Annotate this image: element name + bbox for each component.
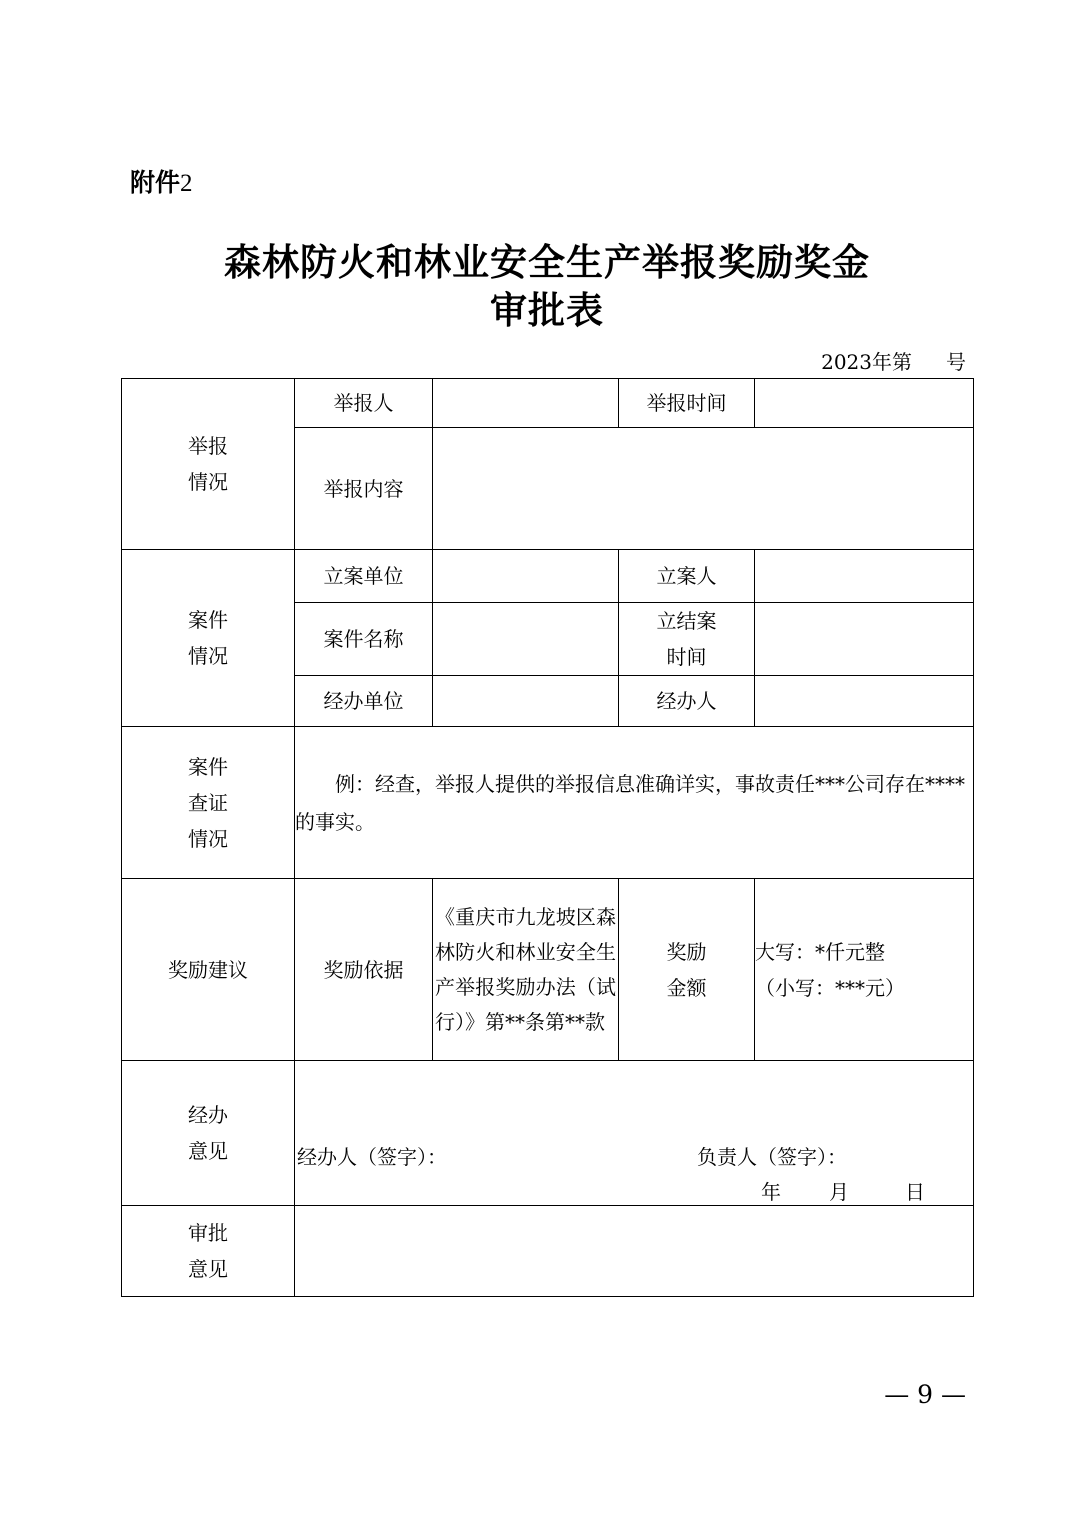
filing-time-label — [619, 603, 755, 676]
page-number: — 9 — — [884, 1380, 966, 1409]
handler-signature-label: 经办人（签字）： — [297, 1145, 447, 1169]
filer-label: 立案人 — [619, 550, 755, 603]
filing-time-label-line-2: 时间 — [666, 645, 707, 669]
handling-opinion-category-line-2: 意见 — [188, 1139, 228, 1163]
handler-field[interactable] — [755, 676, 974, 727]
reward-amount-label-line-2: 金额 — [666, 975, 707, 1000]
report-time-label: 举报时间 — [619, 379, 755, 428]
reward-category-cell: 奖励建议 — [122, 879, 295, 1061]
date-day: 日 — [905, 1180, 925, 1204]
table-row — [122, 1206, 974, 1297]
report-content-label: 举报内容 — [295, 428, 433, 550]
reward-basis-field[interactable]: 《重庆市九龙坡区森林防火和林业安全生产举报奖励办法（试行）》第**条第**款 — [433, 879, 619, 1061]
case-category-line-1: 案件 — [188, 608, 228, 632]
date-year: 年 — [761, 1180, 781, 1204]
serial-year: 2023 — [821, 350, 872, 374]
attachment-number: 2 — [180, 170, 193, 197]
approval-opinion-category-line-1: 审批 — [188, 1221, 228, 1245]
handling-opinion-field[interactable] — [295, 1061, 974, 1206]
verification-field[interactable] — [295, 727, 974, 879]
reward-amount-label — [619, 879, 755, 1061]
table-row — [122, 1061, 974, 1206]
reward-amount-upper: 大写：*仟元整 — [755, 939, 885, 964]
filing-unit-label: 立案单位 — [295, 550, 433, 603]
table-row — [122, 727, 974, 879]
serial-suffix: 号 — [946, 350, 966, 374]
report-content-field[interactable] — [433, 428, 974, 550]
case-category-line-2: 情况 — [188, 644, 228, 668]
responsible-signature-label: 负责人（签字）： — [697, 1145, 847, 1169]
handling-unit-field[interactable] — [433, 676, 619, 727]
verification-category-line-3: 情况 — [188, 826, 228, 851]
filing-unit-field[interactable] — [433, 550, 619, 603]
verification-category-line-1: 案件 — [188, 754, 228, 779]
report-time-field[interactable] — [755, 379, 974, 428]
reporter-field[interactable] — [433, 379, 619, 428]
approval-opinion-field[interactable] — [295, 1206, 974, 1297]
reward-amount-label-line-1: 奖励 — [666, 939, 707, 964]
reward-basis-label: 奖励依据 — [295, 879, 433, 1061]
serial-number — [821, 346, 966, 375]
filing-time-label-line-1: 立结案 — [656, 609, 717, 633]
reward-amount-lower: （小写：***元） — [755, 975, 905, 1000]
title-line-2: 审批表 — [490, 289, 604, 332]
approval-opinion-category-cell — [122, 1206, 295, 1297]
table-row — [122, 879, 974, 1061]
case-name-field[interactable] — [433, 603, 619, 676]
title-line-1: 森林防火和林业安全生产举报奖励奖金 — [224, 241, 870, 284]
case-name-label: 案件名称 — [295, 603, 433, 676]
report-category-cell — [122, 379, 295, 550]
approval-opinion-category-line-2: 意见 — [188, 1257, 228, 1281]
case-category-cell — [122, 550, 295, 727]
date-month: 月 — [829, 1180, 849, 1204]
report-category-line-1: 举报 — [188, 434, 228, 458]
attachment-label: 附件2 — [130, 168, 193, 197]
approval-form-table — [121, 378, 974, 1297]
report-category-line-2: 情况 — [188, 470, 228, 494]
reward-amount-field[interactable] — [755, 879, 974, 1061]
opinion-date — [761, 1174, 925, 1210]
handling-unit-label: 经办单位 — [295, 676, 433, 727]
reporter-label: 举报人 — [295, 379, 433, 428]
handling-opinion-category-line-1: 经办 — [188, 1103, 228, 1127]
verification-text: 例：经查，举报人提供的举报信息准确详实，事故责任***公司存在****的事实。 — [295, 771, 965, 834]
table-row — [122, 379, 974, 428]
table-row — [122, 550, 974, 603]
handling-opinion-category-cell — [122, 1061, 295, 1206]
verification-category-line-2: 查证 — [188, 790, 228, 815]
handler-label: 经办人 — [619, 676, 755, 727]
serial-prefix: 年第 — [872, 350, 912, 374]
verification-category-cell — [122, 727, 295, 879]
filer-field[interactable] — [755, 550, 974, 603]
filing-time-field[interactable] — [755, 603, 974, 676]
